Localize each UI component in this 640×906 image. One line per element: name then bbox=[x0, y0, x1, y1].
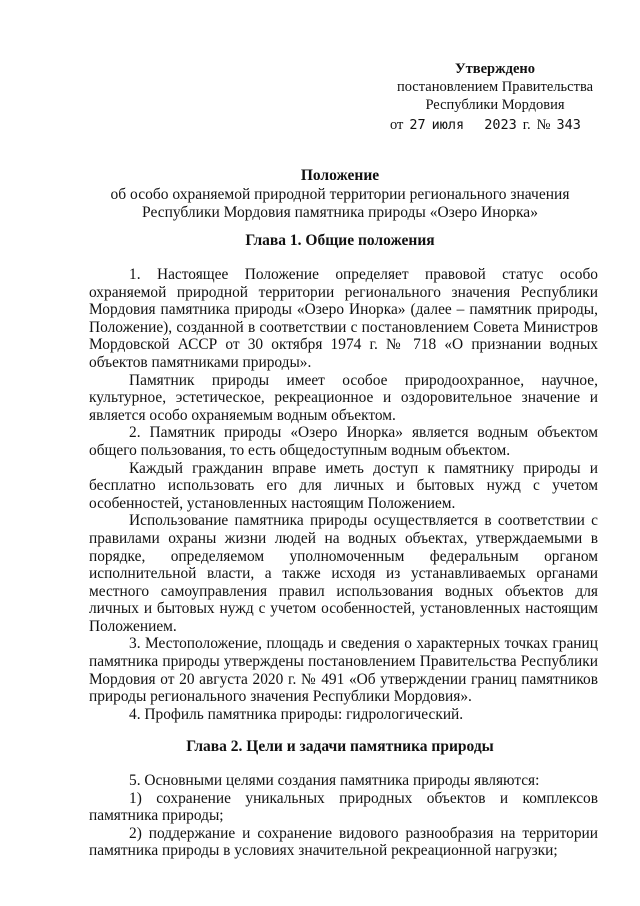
paragraph: Каждый гражданин вправе иметь доступ к памятнику природы и бесплатно использовать его для личных и бытовых нужд с учетом особенностей, установленных настоящим Положением. bbox=[89, 459, 598, 512]
title-heading: Положение bbox=[300, 167, 380, 184]
approval-year-suffix: г. bbox=[522, 117, 531, 133]
chapter-2-heading: Глава 2. Цели и задачи памятника природы bbox=[186, 738, 494, 755]
approval-year: 2023 bbox=[484, 117, 517, 133]
paragraph: 1) сохранение уникальных природных объектов и комплексов памятника природы; bbox=[89, 789, 598, 825]
approval-from: от bbox=[390, 117, 404, 133]
chapter-1-heading: Глава 1. Общие положения bbox=[245, 232, 435, 249]
approval-month: июля bbox=[431, 117, 465, 133]
paragraph: 5. Основными целями создания памятника природы являются: bbox=[129, 772, 540, 789]
paragraph: Памятник природы имеет особое природоохранное, научное, культурное, эстетическое, рекреационное и оздоровительное значение и является особо охраняемым водным объектом. bbox=[89, 371, 598, 424]
approval-date-line bbox=[390, 116, 600, 134]
title-line-2: Республики Мордовия памятника природы «Озеро Инорка» bbox=[142, 204, 538, 221]
chapter-1-body bbox=[89, 266, 598, 723]
paragraph: 2) поддержание и сохранение видового разнообразия на территории памятника природы в условиях значительной рекреационной нагрузки; bbox=[89, 824, 598, 860]
title-line-1: об особо охраняемой природной территории регионального значения bbox=[110, 185, 570, 203]
approval-heading: Утверждено bbox=[455, 61, 535, 77]
paragraph: 2. Памятник природы «Озеро Инорка» является водным объектом общего пользования, то есть общедоступным водным объектом. bbox=[89, 424, 598, 459]
approval-line-2: Республики Мордовия bbox=[425, 97, 565, 113]
approval-number: 343 bbox=[556, 117, 581, 133]
paragraph: Использование памятника природы осуществляется в соответствии с правилами охраны жизни людей на водных объектах, утверждаемыми в порядке, определяемом уполномоченным федеральным органом исполнительной власти, а также исходя из устанавливаемых органами местного самоуправления правил использования водных объектов для личных и бытовых нужд с учетом особенностей, установленных настоящим Положением. bbox=[89, 512, 598, 635]
approval-line-1: постановлением Правительства bbox=[396, 79, 594, 95]
approval-number-sign: № bbox=[536, 117, 551, 133]
paragraph: 4. Профиль памятника природы: гидрологический. bbox=[129, 705, 464, 723]
paragraph: 3. Местоположение, площадь и сведения о характерных точках границ памятника природы утверждены постановлением Правительства Республики Мордовия от 20 августа 2020 г. № 491 «Об утверждении границ памятников природы регионального значения Республики Мордовия». bbox=[89, 635, 598, 706]
paragraph: 1. Настоящее Положение определяет правовой статус особо охраняемой природной территории регионального значения Республики Мордовия памятника природы «Озеро Инорка» (далее – памятник природы, Положение), созданной в соответствии с постановлением Совета Министров Мордовской АССР от 30 октября 1974 г. № 718 «О признании водных объектов памятниками природы». bbox=[89, 266, 598, 371]
approval-day: 27 bbox=[409, 117, 426, 133]
document-title bbox=[80, 167, 600, 223]
approval-stamp bbox=[390, 60, 600, 134]
chapter-2-body bbox=[89, 772, 598, 860]
